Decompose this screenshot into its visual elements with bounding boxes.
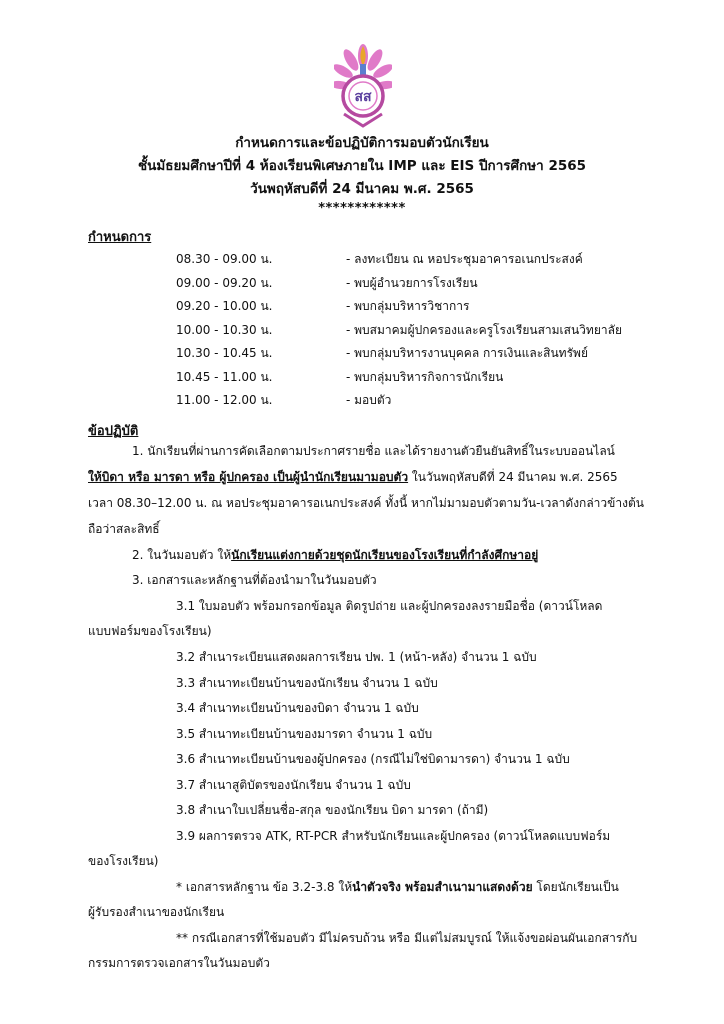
rule-1-line-1: 1. นักเรียนที่ผ่านการคัดเลือกตามประกาศรายชื่อ และได้รายงานตัวยืนยันสิทธิ์ในระบบออนไลน์ xyxy=(132,444,615,458)
schedule-row xyxy=(0,389,724,412)
doc-3-1-line-2: แบบฟอร์มของโรงเรียน) xyxy=(88,624,212,638)
header-subtitle: ชั้นมัธยมศึกษาปีที่ 4 ห้องเรียนพิเศษภายใน IMP และ EIS ปีการศึกษา 2565 xyxy=(137,158,587,174)
note-2-line-2: กรรมการตรวจเอกสารในวันมอบตัว xyxy=(88,956,270,970)
rule-2-emphasis: นักเรียนแต่งกายด้วยชุดนักเรียนของโรงเรียนที่กำลังศึกษาอยู่ xyxy=(231,548,539,562)
schedule-time: 10.45 - 11.00 น. xyxy=(176,369,273,384)
doc-3-3: 3.3 สำเนาทะเบียนบ้านของนักเรียน จำนวน 1 ฉบับ xyxy=(176,676,438,690)
doc-3-8: 3.8 สำเนาใบเปลี่ยนชื่อ-สกุล ของนักเรียน บิดา มารดา (ถ้ามี) xyxy=(176,803,489,817)
schedule-row xyxy=(0,366,724,389)
rule-1-line-3: เวลา 08.30–12.00 น. ณ หอประชุมอาคารอเนกประสงค์ ทั้งนี้ หากไม่มามอบตัวตามวัน-เวลาดังกล่าวข้างต้น xyxy=(88,496,644,510)
schedule-time: 11.00 - 12.00 น. xyxy=(176,393,273,407)
rule-2 xyxy=(132,542,538,568)
schedule-row xyxy=(0,342,724,365)
schedule-row xyxy=(0,295,724,318)
doc-3-1-line-1: 3.1 ใบมอบตัว พร้อมกรอกข้อมูล ติดรูปถ่าย และผู้ปกครองลงรายมือชื่อ (ดาวน์โหลด xyxy=(176,599,603,613)
rules-title: ข้อปฏิบัติ xyxy=(88,424,139,439)
schedule-activity: - ลงทะเบียน ณ หอประชุมอาคารอเนกประสงค์ xyxy=(346,252,583,266)
schedule-time: 09.20 - 10.00 น. xyxy=(176,299,273,313)
school-emblem-icon xyxy=(334,40,392,128)
rule-1-date: ในวันพฤหัสบดีที่ 24 มีนาคม พ.ศ. 2565 xyxy=(408,470,618,484)
doc-3-6: 3.6 สำเนาทะเบียนบ้านของผู้ปกครอง (กรณีไม่ใช่บิดามารดา) จำนวน 1 ฉบับ xyxy=(176,752,570,766)
rule-1-line-4: ถือว่าสละสิทธิ์ xyxy=(88,522,160,536)
rule-1-line-2 xyxy=(88,464,618,490)
schedule-activity: - พบกลุ่มบริหารกิจการนักเรียน xyxy=(346,369,504,384)
header-divider-stars: ************ xyxy=(318,201,406,216)
schedule-activity: - พบกลุ่มบริหารงานบุคคล การเงินและสินทรัพย์ xyxy=(346,346,588,360)
doc-3-9-line-1: 3.9 ผลการตรวจ ATK, RT-PCR สำหรับนักเรียนและผู้ปกครอง (ดาวน์โหลดแบบฟอร์ม xyxy=(176,829,611,843)
rule-3: 3. เอกสารและหลักฐานที่ต้องนำมาในวันมอบตัว xyxy=(132,573,377,587)
schedule-row xyxy=(0,319,724,342)
doc-3-9-line-2: ของโรงเรียน) xyxy=(88,854,159,868)
document-header xyxy=(60,132,664,217)
schedule-row xyxy=(0,272,724,295)
schedule-time: 10.00 - 10.30 น. xyxy=(176,322,273,337)
note-1-emphasis: นำตัวจริง พร้อมสำเนามาแสดงด้วย xyxy=(352,880,533,894)
note-1-line-2: ผู้รับรองสำเนาของนักเรียน xyxy=(88,905,225,919)
schedule-activity: - มอบตัว xyxy=(346,393,392,407)
header-date: วันพฤหัสบดีที่ 24 มีนาคม พ.ศ. 2565 xyxy=(250,181,474,197)
note-1-suffix: โดยนักเรียนเป็น xyxy=(532,880,619,894)
note-2-line-1: ** กรณีเอกสารที่ใช้มอบตัว มีไม่ครบถ้วน หรือ มีแต่ไม่สมบูรณ์ ให้แจ้งขอผ่อนผันเอกสารกับ xyxy=(176,931,638,945)
schedule-activity: - พบกลุ่มบริหารวิชาการ xyxy=(346,299,470,313)
schedule-title: กำหนดการ xyxy=(88,230,152,245)
schedule-activity: - พบผู้อำนวยการโรงเรียน xyxy=(346,275,478,290)
rule-2-prefix: 2. ในวันมอบตัว ให้ xyxy=(132,548,232,562)
doc-3-5: 3.5 สำเนาทะเบียนบ้านของมารดา จำนวน 1 ฉบับ xyxy=(176,727,433,741)
doc-3-7: 3.7 สำเนาสูติบัตรของนักเรียน จำนวน 1 ฉบับ xyxy=(176,778,411,792)
doc-3-2: 3.2 สำเนาระเบียนแสดงผลการเรียน ปพ. 1 (หน้า-หลัง) จำนวน 1 ฉบับ xyxy=(176,650,537,664)
doc-3-4: 3.4 สำเนาทะเบียนบ้านของบิดา จำนวน 1 ฉบับ xyxy=(176,701,419,715)
schedule-time: 10.30 - 10.45 น. xyxy=(176,346,273,360)
schedule-time: 09.00 - 09.20 น. xyxy=(176,275,273,290)
note-1-prefix: * เอกสารหลักฐาน ข้อ 3.2-3.8 ให้ xyxy=(176,880,353,894)
schedule-activity: - พบสมาคมผู้ปกครองและครูโรงเรียนสามเสนวิทยาลัย xyxy=(346,322,622,337)
schedule-row xyxy=(0,248,724,271)
schedule-time: 08.30 - 09.00 น. xyxy=(176,252,273,266)
rule-1-emphasis: ให้บิดา หรือ มารดา หรือ ผู้ปกครอง เป็นผู้นำนักเรียนมามอบตัว xyxy=(88,470,409,484)
header-title: กำหนดการและข้อปฏิบัติการมอบตัวนักเรียน xyxy=(235,135,489,151)
note-1-line-1 xyxy=(176,874,619,900)
emblem-text: สส xyxy=(354,89,372,105)
